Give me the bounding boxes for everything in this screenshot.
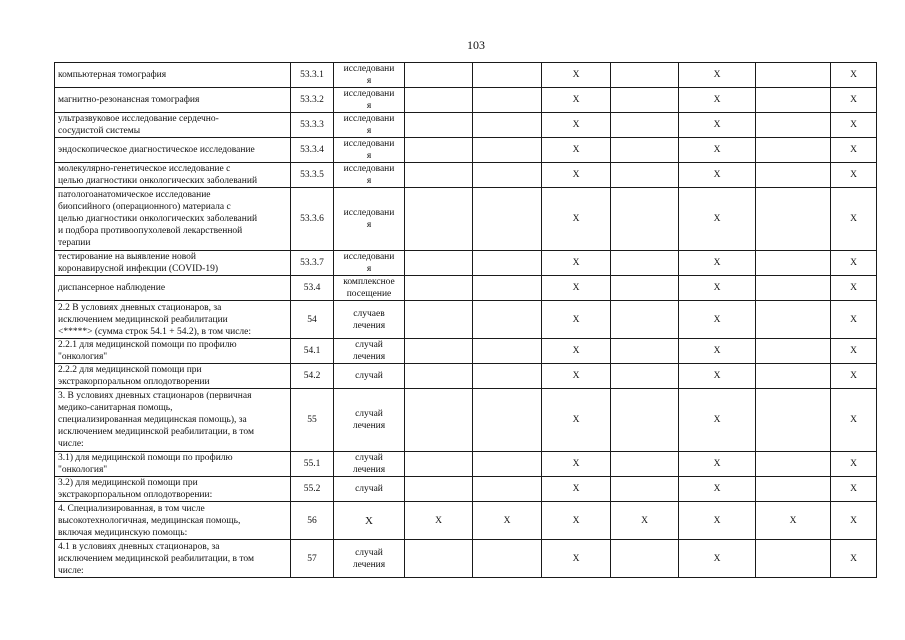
value-cell: X (679, 301, 756, 339)
row-code: 53.3.1 (291, 63, 334, 88)
row-code: 53.4 (291, 276, 334, 301)
value-cell: X (542, 452, 611, 477)
row-description: 2.2.1 для медицинской помощи по профилю "онкология" (55, 339, 291, 364)
value-cell (473, 251, 542, 276)
value-cell (473, 113, 542, 138)
value-cell (473, 364, 542, 389)
value-cell (611, 540, 679, 578)
value-cell: X (831, 364, 877, 389)
value-cell (756, 276, 831, 301)
row-code: 55.1 (291, 452, 334, 477)
value-cell (473, 138, 542, 163)
value-cell (473, 188, 542, 251)
table-row (55, 364, 877, 389)
value-cell (405, 301, 473, 339)
value-cell (756, 339, 831, 364)
value-cell: X (542, 188, 611, 251)
value-cell (611, 452, 679, 477)
row-unit: исследовани я (334, 163, 405, 188)
row-unit: комплексное посещение (334, 276, 405, 301)
value-cell (405, 452, 473, 477)
row-code: 56 (291, 502, 334, 540)
value-cell: X (405, 502, 473, 540)
table-row (55, 452, 877, 477)
row-code: 53.3.7 (291, 251, 334, 276)
value-cell: X (831, 477, 877, 502)
value-cell: X (542, 364, 611, 389)
row-unit: случай лечения (334, 452, 405, 477)
value-cell (756, 251, 831, 276)
value-cell: X (831, 540, 877, 578)
table-row (55, 389, 877, 452)
value-cell: X (542, 339, 611, 364)
value-cell (405, 188, 473, 251)
row-unit: X (334, 502, 405, 540)
value-cell: X (831, 251, 877, 276)
value-cell: X (679, 502, 756, 540)
value-cell: X (679, 88, 756, 113)
data-table (54, 62, 877, 578)
value-cell: X (831, 63, 877, 88)
row-description: 2.2.2 для медицинской помощи при экстракорпоральном оплодотворении (55, 364, 291, 389)
value-cell (756, 138, 831, 163)
value-cell: X (542, 138, 611, 163)
row-description: 3. В условиях дневных стационаров (первичная медико-санитарная помощь, специализированная медицинская помощь), за исключением медицинской реабилитации, в том числе: (55, 389, 291, 452)
value-cell (473, 301, 542, 339)
table-row (55, 301, 877, 339)
value-cell (611, 88, 679, 113)
value-cell: X (679, 364, 756, 389)
value-cell (473, 477, 542, 502)
value-cell (473, 452, 542, 477)
table-row (55, 63, 877, 88)
table-row (55, 339, 877, 364)
value-cell: X (542, 540, 611, 578)
value-cell: X (756, 502, 831, 540)
value-cell (756, 540, 831, 578)
row-description: 3.2) для медицинской помощи при экстракорпоральном оплодотворении: (55, 477, 291, 502)
table-row (55, 163, 877, 188)
value-cell (611, 339, 679, 364)
row-code: 55.2 (291, 477, 334, 502)
value-cell: X (611, 502, 679, 540)
row-unit: случай (334, 477, 405, 502)
row-unit: исследовани я (334, 251, 405, 276)
row-code: 53.3.4 (291, 138, 334, 163)
value-cell: X (542, 276, 611, 301)
value-cell: X (831, 113, 877, 138)
value-cell (756, 163, 831, 188)
row-description: 4. Специализированная, в том числе высокотехнологичная, медицинская помощь, включая медицинскую помощь: (55, 502, 291, 540)
row-code: 54.2 (291, 364, 334, 389)
row-unit: исследовани я (334, 113, 405, 138)
value-cell: X (679, 389, 756, 452)
value-cell (405, 138, 473, 163)
value-cell: X (679, 113, 756, 138)
row-code: 54.1 (291, 339, 334, 364)
row-code: 55 (291, 389, 334, 452)
value-cell (405, 113, 473, 138)
row-unit: случаев лечения (334, 301, 405, 339)
value-cell (756, 477, 831, 502)
value-cell (756, 452, 831, 477)
value-cell (611, 301, 679, 339)
value-cell (405, 63, 473, 88)
value-cell: X (542, 63, 611, 88)
value-cell (756, 88, 831, 113)
row-description: 4.1 в условиях дневных стационаров, за исключением медицинской реабилитации, в том числе: (55, 540, 291, 578)
row-code: 53.3.6 (291, 188, 334, 251)
value-cell: X (831, 88, 877, 113)
table-row (55, 113, 877, 138)
value-cell (611, 251, 679, 276)
value-cell: X (542, 251, 611, 276)
value-cell: X (831, 138, 877, 163)
table-row (55, 276, 877, 301)
value-cell (473, 389, 542, 452)
row-description: 2.2 В условиях дневных стационаров, за исключением медицинской реабилитации <*****> (сумма строк 54.1 + 54.2), в том числе: (55, 301, 291, 339)
row-code: 57 (291, 540, 334, 578)
value-cell: X (679, 276, 756, 301)
value-cell (756, 113, 831, 138)
table-row (55, 88, 877, 113)
value-cell: X (542, 477, 611, 502)
row-description: 3.1) для медицинской помощи по профилю "онкология" (55, 452, 291, 477)
value-cell (405, 477, 473, 502)
value-cell (756, 63, 831, 88)
value-cell (756, 389, 831, 452)
value-cell: X (542, 88, 611, 113)
value-cell: X (679, 540, 756, 578)
row-unit: исследовани я (334, 63, 405, 88)
value-cell (611, 113, 679, 138)
table-row (55, 138, 877, 163)
table-body (55, 63, 877, 578)
value-cell (756, 364, 831, 389)
value-cell (405, 163, 473, 188)
row-unit: исследовани я (334, 188, 405, 251)
value-cell (405, 88, 473, 113)
value-cell (405, 276, 473, 301)
value-cell (473, 163, 542, 188)
value-cell (611, 163, 679, 188)
row-description: эндоскопическое диагностическое исследование (55, 138, 291, 163)
table-row (55, 502, 877, 540)
value-cell: X (542, 301, 611, 339)
row-code: 53.3.5 (291, 163, 334, 188)
value-cell: X (542, 163, 611, 188)
value-cell (611, 389, 679, 452)
value-cell: X (473, 502, 542, 540)
value-cell (611, 188, 679, 251)
value-cell: X (831, 502, 877, 540)
table-row (55, 188, 877, 251)
row-description: ультразвуковое исследование сердечно- сосудистой системы (55, 113, 291, 138)
value-cell: X (679, 251, 756, 276)
value-cell: X (679, 163, 756, 188)
row-unit: случай лечения (334, 389, 405, 452)
row-unit: исследовани я (334, 138, 405, 163)
row-code: 53.3.3 (291, 113, 334, 138)
value-cell (611, 63, 679, 88)
value-cell: X (831, 163, 877, 188)
value-cell (473, 276, 542, 301)
value-cell (473, 540, 542, 578)
value-cell (756, 188, 831, 251)
row-description: патологоанатомическое исследование биопсийного (операционного) материала с целью диагностики онкологических заболеваний и подбора противоопухолевой лекарственной терапии (55, 188, 291, 251)
row-unit: случай лечения (334, 540, 405, 578)
value-cell (611, 477, 679, 502)
value-cell: X (831, 389, 877, 452)
table-row (55, 540, 877, 578)
value-cell: X (679, 63, 756, 88)
value-cell: X (831, 276, 877, 301)
row-description: молекулярно-генетическое исследование с целью диагностики онкологических заболеваний (55, 163, 291, 188)
row-unit: исследовани я (334, 88, 405, 113)
value-cell: X (542, 113, 611, 138)
table-row (55, 477, 877, 502)
value-cell (405, 339, 473, 364)
value-cell (611, 364, 679, 389)
row-unit: случай лечения (334, 339, 405, 364)
row-description: магнитно-резонансная томография (55, 88, 291, 113)
value-cell: X (679, 339, 756, 364)
value-cell (473, 63, 542, 88)
value-cell: X (679, 188, 756, 251)
row-description: диспансерное наблюдение (55, 276, 291, 301)
value-cell: X (679, 452, 756, 477)
value-cell: X (542, 389, 611, 452)
row-unit: случай (334, 364, 405, 389)
row-description: компьютерная томография (55, 63, 291, 88)
value-cell: X (831, 188, 877, 251)
row-code: 54 (291, 301, 334, 339)
value-cell (405, 389, 473, 452)
value-cell (473, 339, 542, 364)
value-cell (756, 301, 831, 339)
value-cell (405, 364, 473, 389)
value-cell: X (679, 477, 756, 502)
value-cell: X (831, 339, 877, 364)
page-number: 103 (467, 38, 485, 52)
value-cell: X (831, 301, 877, 339)
value-cell (473, 88, 542, 113)
value-cell (611, 138, 679, 163)
row-description: тестирование на выявление новой коронавирусной инфекции (COVID-19) (55, 251, 291, 276)
value-cell: X (679, 138, 756, 163)
value-cell (611, 276, 679, 301)
value-cell: X (831, 452, 877, 477)
value-cell (405, 540, 473, 578)
value-cell (405, 251, 473, 276)
table-row (55, 251, 877, 276)
value-cell: X (542, 502, 611, 540)
row-code: 53.3.2 (291, 88, 334, 113)
